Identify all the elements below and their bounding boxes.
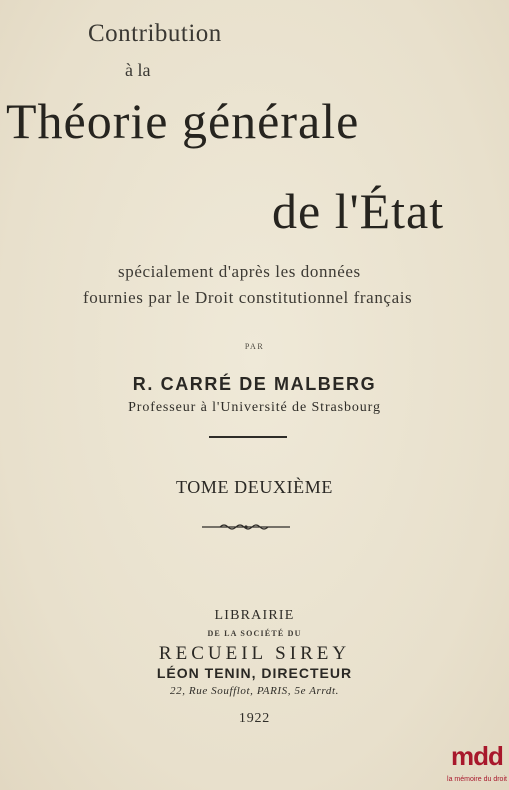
- title-line-a-la: à la: [125, 60, 151, 80]
- logo-mark: mdd: [451, 741, 503, 771]
- title-line-etat: de l'État: [272, 183, 445, 239]
- publication-year: 1922: [238, 711, 271, 726]
- author-title: Professeur à l'Université de Strasbourg: [128, 400, 381, 415]
- publisher-name: RECUEIL SIREY: [158, 643, 351, 664]
- par-label: PAR: [244, 342, 265, 351]
- divider-rule: [209, 436, 287, 438]
- logo-tagline: la mémoire du droit: [447, 776, 507, 783]
- subtitle-line-2: fournies par le Droit constitutionnel français: [83, 288, 413, 307]
- publisher-librairie: LIBRAIRIE: [214, 608, 295, 623]
- subtitle-line-1: spécialement d'après les données: [118, 262, 361, 281]
- author-name: R. CARRÉ DE MALBERG: [132, 374, 377, 394]
- publisher-address: 22, Rue Soufflot, PARIS, 5e Arrdt.: [170, 685, 339, 697]
- publisher-societe: DE LA SOCIÉTÉ DU: [207, 629, 302, 638]
- ornament-divider: [200, 522, 292, 532]
- title-line-contribution: Contribution: [88, 20, 222, 47]
- publisher-director: LÉON TENIN, DIRECTEUR: [156, 665, 353, 681]
- mdd-watermark-logo: [445, 742, 509, 790]
- title-line-theorie: Théorie générale: [6, 93, 360, 149]
- tome-label: TOME DEUXIÈME: [176, 477, 333, 497]
